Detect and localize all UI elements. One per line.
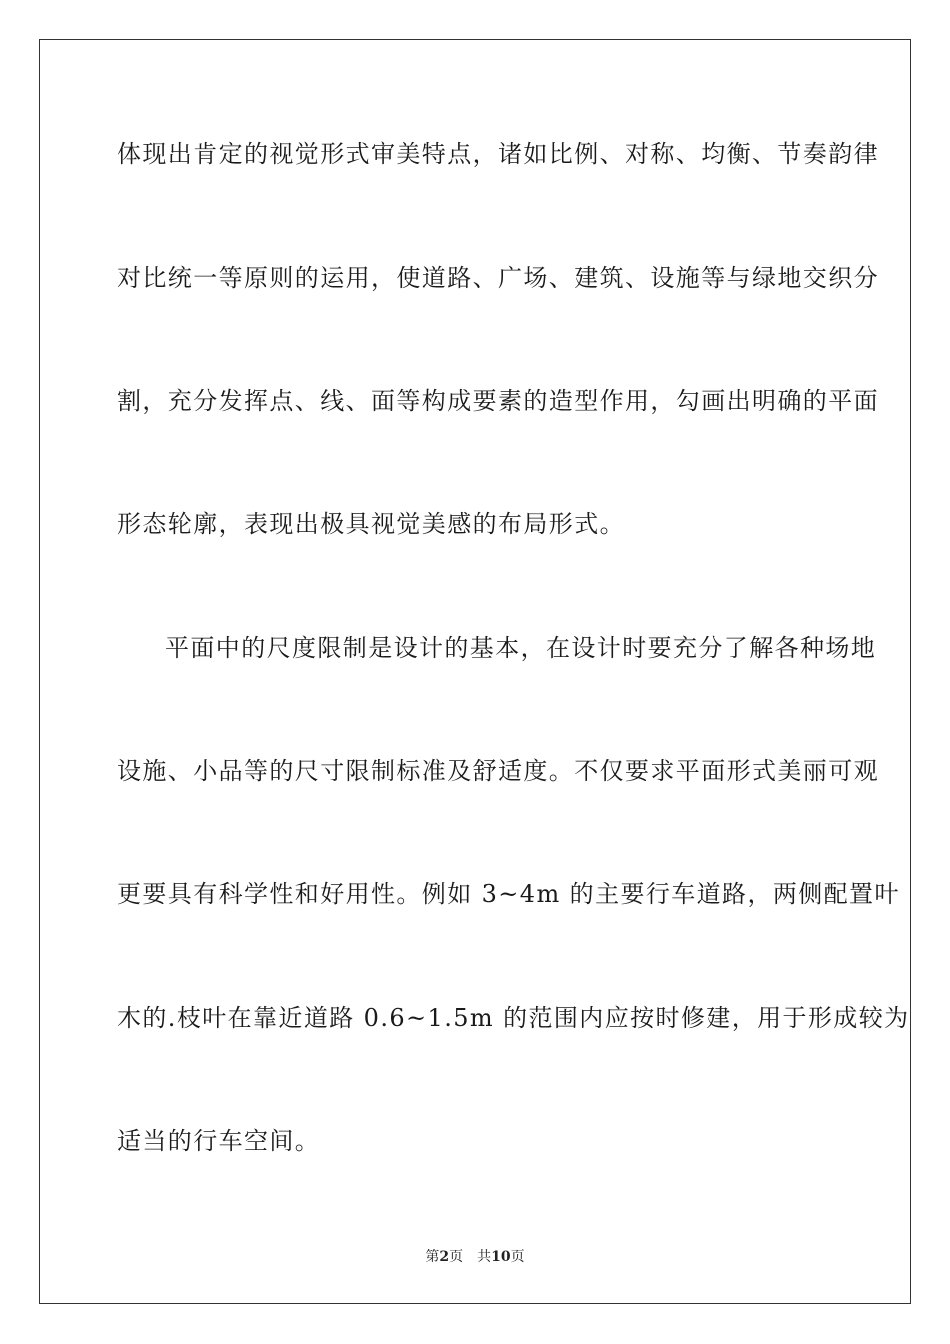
paragraph-2-line-1: 平面中的尺度限制是设计的基本，在设计时要充分了解各种场地 — [165, 634, 877, 662]
page-prefix: 第 — [425, 1249, 440, 1265]
paragraph-1-line-4: 形态轮廓，表现出极具视觉美感的布局形式。 — [117, 510, 625, 538]
paragraph-2-line-4: 木的.枝叶在靠近道路 0.6~1.5m 的范围内应按时修建，用于形成较为 — [117, 1004, 910, 1032]
total-pages: 10 — [491, 1249, 511, 1265]
page-suffix: 页 — [449, 1249, 464, 1265]
paragraph-1-line-3: 割，充分发挥点、线、面等构成要素的造型作用，勾画出明确的平面 — [117, 387, 879, 415]
paragraph-2-line-3: 更要具有科学性和好用性。例如 3~4m 的主要行车道路，两侧配置叶 — [117, 880, 900, 908]
paragraph-2-line-5: 适当的行车空间。 — [117, 1127, 321, 1155]
paragraph-1-line-2: 对比统一等原则的运用，使道路、广场、建筑、设施等与绿地交织分 — [117, 264, 879, 292]
paragraph-1-line-1: 体现出肯定的视觉形式审美特点，诸如比例、对称、均衡、节奏韵律 — [117, 140, 879, 168]
total-prefix: 共 — [477, 1249, 492, 1265]
total-suffix: 页 — [510, 1249, 525, 1265]
page-number: 2 — [439, 1249, 450, 1265]
paragraph-2-line-2: 设施、小品等的尺寸限制标准及舒适度。不仅要求平面形式美丽可观 — [117, 757, 879, 785]
page-footer — [0, 1248, 950, 1266]
page-border — [39, 39, 911, 1304]
